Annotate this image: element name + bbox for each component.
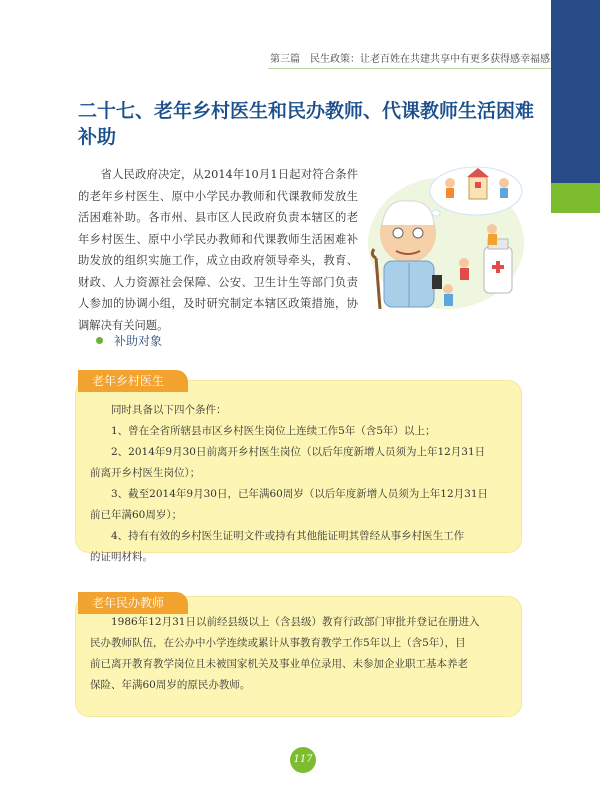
page-number: 117 — [290, 747, 316, 773]
condition-line: 前已离开教育教学岗位且未被国家机关及事业单位录用、未参加企业职工基本养老 — [90, 658, 468, 670]
section-heading — [96, 332, 162, 349]
condition-line: 1、曾在全省所辖县市区乡村医生岗位上连续工作5年（含5年）以上； — [111, 425, 436, 437]
condition-line: 民办教师队伍，在公办中小学连续或累计从事教育教学工作5年以上（含5年），目 — [90, 637, 466, 649]
condition-line: 2、2014年9月30日前离开乡村医生岗位（以后年度新增人员须为上年12月31日 — [111, 446, 486, 458]
condition-line: 4、持有有效的乡村医生证明文件或持有其他能证明其曾经从事乡村医生工作 — [111, 530, 465, 542]
condition-line: 保险、年满60周岁的原民办教师。 — [90, 679, 251, 691]
side-tab-blue — [551, 0, 600, 183]
article-title: 二十七、老年乡村医生和民办教师、代课教师生活困难补助 — [78, 100, 535, 148]
header-rule — [268, 68, 551, 69]
condition-line: 前已年满60周岁）； — [90, 509, 183, 521]
side-tab-green — [551, 183, 600, 213]
condition-line: 同时具备以下四个条件： — [111, 404, 227, 416]
intro-paragraph — [78, 164, 358, 336]
private-teacher-conditions — [90, 612, 510, 696]
condition-line: 的证明材料。 — [90, 551, 153, 563]
bullet-icon — [96, 337, 103, 344]
condition-line: 前离开乡村医生岗位）； — [90, 467, 201, 479]
section-heading-label: 补助对象 — [114, 334, 163, 348]
intro-text: 省人民政府决定，从2014年10月1日起对符合条件的老年乡村医生、原中小学民办教师和代课教师发放生活困难补助。各市州、县市区人民政府负责本辖区的老年乡村医生、原中小学民办教师和代课教师生活困难补助发放的组织实施工作，成立由政府领导牵头，教育、财政、人力资源社会保障、公安、卫生计生等部门负责人参加的协调小组，及时研究制定本辖区政策措施，协调解决有关问题。 — [78, 168, 358, 332]
condition-line: 1986年12月31日以前经县级以上（含县级）教育行政部门审批并登记在册进入 — [111, 616, 480, 628]
condition-line: 3、截至2014年9月30日，已年满60周岁（以后年度新增人员须为上年12月31日 — [111, 488, 489, 500]
running-head: 第三篇 民生政策：让老百姓在共建共享中有更多获得感幸福感 — [270, 54, 550, 65]
rural-doctor-tab: 老年乡村医生 — [78, 370, 188, 392]
elderly-doctor-teacher-illustration — [366, 163, 526, 311]
private-teacher-tab: 老年民办教师 — [78, 592, 188, 614]
rural-doctor-conditions — [90, 400, 510, 568]
